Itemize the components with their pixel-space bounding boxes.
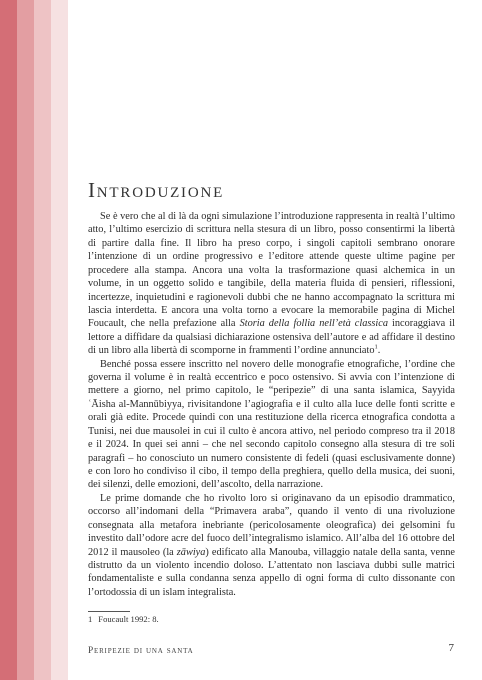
paragraph-2: Benché possa essere inscritto nel novero delle monografie etnografiche, l’ordine che governa il volume è in realtà eccentrico e poco ostensivo. Si avvia con l’intenzione di mettere a giorno, nel primo capitolo, le “peripezie” di una santa islamica, Sayyida ʿĀisha al-Mannūbiyya, rivisitandone l’agiografia e il culto alla luce delle fonti scritte e orali già edite. Procede quindi con una restituzione della ricerca etnografica condotta a Tunisi, nei due mausolei in cui il culto è ancora attivo, nel periodo compreso tra il 2018 e il 2024. In quei sei anni – che nel secondo capitolo consegno alla stesura di tre soli paragrafi – ho conosciuto un numero consistente di fedeli (quasi esclusivamente donne) e con loro ho condiviso il cibo, il tempo della preghiera, quello della musica, dei suoni, dei silenzi, delle emozioni, dell’ascolto, della narrazione.	[88, 358, 455, 491]
stripe-3	[34, 0, 51, 680]
running-head: Peripezie di una santa	[88, 646, 194, 656]
paragraph-1-text-cont: incoraggiava il lettore a diffidare da qualsiasi dichiarazione ostensiva dell’autore e ad affidare il destino di un libro alla libertà di scomporne in frammenti l’ordine annunciato	[88, 318, 456, 357]
footnote-ref[interactable]: 1	[374, 343, 378, 351]
page-number: 7	[448, 642, 454, 654]
stripe-4	[51, 0, 68, 680]
paragraph-3-text-cont: ) edificato alla Manouba, villaggio natale della santa, venne distrutto da un violento incendio doloso. L’attentato non lasciava dubbi sulle matrici fondamentaliste e sulla condanna senza appello di ogni forma di culto dissonante con l’ortodossia di un islam integralista.	[88, 546, 455, 598]
book-title: Storia della follia nell’età classica	[239, 318, 388, 330]
paragraph-3-text: Le prime domande che ho rivolto loro si originavano da un episodio drammatico, occorso all’indomani della “Primavera araba”, quando il vento di una rivoluzione consegnata alla metafora inebriante (pericolosamente oleografica) dei gelsomini fu investito dall’odore acre del fuoco dell’integralismo islamico. All’alba del 16 ottobre del 2012 il mausoleo (la	[88, 492, 455, 558]
footnote-text: Foucault 1992: 8.	[98, 614, 159, 624]
paragraph-3	[88, 492, 455, 599]
footnote-number: 1	[88, 614, 93, 624]
body-text	[88, 210, 455, 599]
paragraph-1-text: Se è vero che al di là da ogni simulazione l’introduzione rappresenta in realtà l’ultimo atto, l’ultimo esercizio di scrittura nella stesura di un libro, posso consentirmi la libertà di partire dalla fine. Il libro ha preso corpo, i singoli capitoli sembrano onorare l’intenzione di un ordine progressivo e l’editore attende queste ultime pagine per procedere alla stampa. Ancora una volta la trasformazione quasi alchemica in un volume, in un oggetto solido e tangibile, della materia fluida di pensieri, riflessioni, incertezze, inquietudini e ragionevoli dubbi che ne hanno accompagnato la scrittura mi lascia interdetta. E ancora una volta torno a evocare la memorabile pagina di Michel Foucault, che nella prefazione alla	[88, 211, 455, 330]
italic-term: zāwiya	[176, 546, 206, 558]
footnote-rule	[88, 611, 130, 612]
paragraph-1	[88, 210, 455, 358]
stripe-2	[17, 0, 34, 680]
paragraph-1-end: .	[377, 345, 381, 357]
footnote	[88, 614, 159, 624]
stripe-1	[0, 0, 17, 680]
chapter-title: Introduzione	[88, 178, 225, 202]
decorative-stripes	[0, 0, 68, 680]
